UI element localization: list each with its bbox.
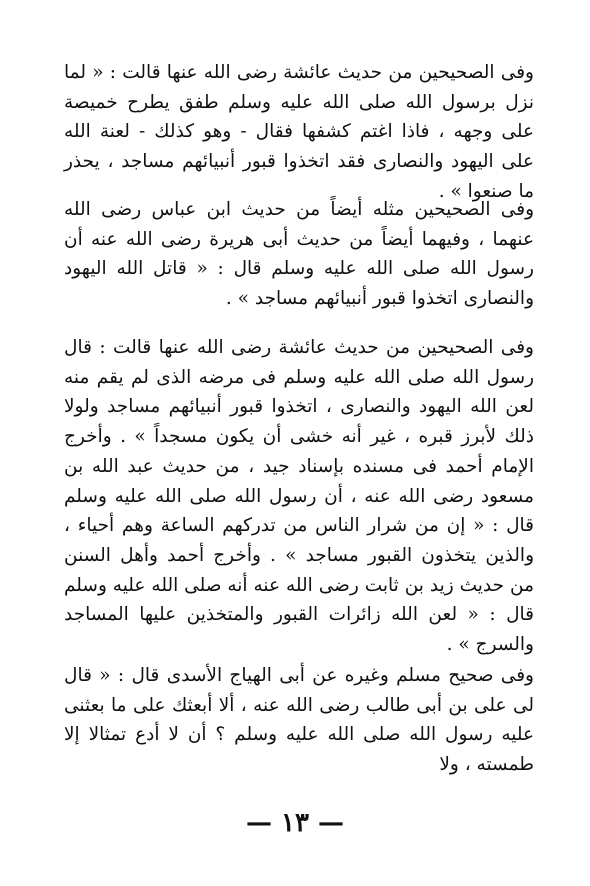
paragraph-text: وفى الصحيحين من حديث عائشة رضى الله عنها قالت : قال رسول الله صلى الله عليه وسلم فى مرضه الذى لم يقم منه لعن الله اليهود والنصارى ، اتخذوا قبور أنبيائهم مساجد ولولا ذلك لأبرز قبره ، غير أنه خشى أن يكون مسجداً » . وأخرج الإمام أحمد فى مسنده بإسناد جيد ، من حديث عبد الله بن مسعود رضى الله عنه ، أن رسول الله صلى الله عليه وسلم قال : « إن من شرار الناس من تدركهم الساعة وهم أحياء ، والذين يتخذون القبور مساجد » . وأخرج أحمد وأهل السنن من حديث زيد بن ثابت رضى الله عنه أنه صلى الله عليه وسلم قال : « لعن الله زائرات القبور والمتخذين عليها المساجد والسرج » . [64,337,534,656]
paragraph-text: وفى الصحيحين مثله أيضاً من حديث ابن عباس رضى الله عنهما ، وفيهما أيضاً من حديث أبى هريرة رضى الله عنه أن رسول الله صلى الله عليه وسلم قال : « قاتل الله اليهود والنصارى اتخذوا قبور أنبيائهم مساجد » . [64,199,534,310]
paragraph-2 [64,195,534,314]
paragraph-1 [64,58,534,207]
paragraph-4 [64,661,534,780]
paragraph-3 [64,333,534,660]
page-number: — ١٣ — [245,808,345,838]
paragraph-text: وفى صحيح مسلم وغيره عن أبى الهياج الأسدى قال : « قال لى على بن أبى طالب رضى الله عنه ، ألا أبعثك على ما بعثنى عليه رسول الله صلى الله عليه وسلم ؟ أن لا أدع تمثالا إلا طمسته ، ولا [64,665,534,776]
paragraph-text: وفى الصحيحين من حديث عائشة رضى الله عنها قالت : « لما نزل برسول الله صلى الله عليه وسلم طفق يطرح خميصة على وجهه ، فاذا اغتم كشفها فقال - وهو كذلك - لعنة الله على اليهود والنصارى فقد اتخذوا قبور أنبيائهم مساجد ، يحذر ما صنعوا » . [64,62,534,202]
